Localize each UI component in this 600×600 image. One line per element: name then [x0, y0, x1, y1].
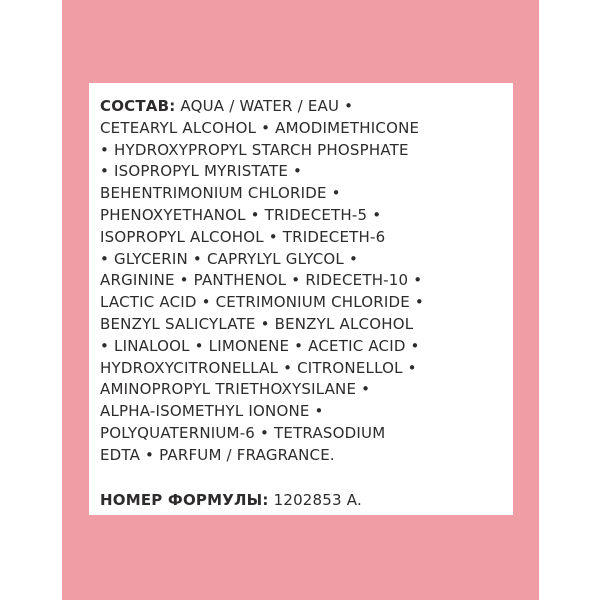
composition-line-11: BENZYL SALICYLATE • BENZYL ALCOHOL [100, 314, 414, 333]
composition-line-1 [100, 96, 505, 118]
composition-line-13: HYDROXYCITRONELLAL • CITRONELLOL • [100, 358, 417, 377]
composition-line-16: POLYQUATERNIUM-6 • TETRASODIUM [100, 423, 386, 442]
composition-line-15: ALPHA-ISOMETHYL IONONE • [100, 402, 324, 421]
composition-line-4: • ISOPROPYL MYRISTATE • [100, 162, 303, 181]
composition-line-2: CETEARYL ALCOHOL • AMODIMETHICONE [100, 118, 420, 137]
composition-line-14: AMINOPROPYL TRIETHOXYSILANE • [100, 380, 371, 399]
formula-value: 1202853 A. [268, 490, 362, 509]
composition-line-9: ARGININE • PANTHENOL • RIDECETH-10 • [100, 271, 423, 290]
composition-line-10: LACTIC ACID • CETRIMONIUM CHLORIDE • [100, 293, 424, 312]
composition-line-5: BEHENTRIMONIUM CHLORIDE • [100, 184, 341, 203]
ingredients-card [89, 83, 513, 515]
composition-line-6: PHENOXYETHANOL • TRIDECETH-5 • [100, 205, 382, 224]
composition-line-text: AQUA / WATER / EAU • [175, 97, 354, 115]
formula-label: НОМЕР ФОРМУЛЫ: [100, 490, 269, 509]
composition-line-17: EDTA • PARFUM / FRAGRANCE. [100, 445, 335, 464]
composition-line-3: • HYDROXYPROPYL STARCH PHOSPHATE [100, 140, 409, 159]
composition-line-7: ISOPROPYL ALCOHOL • TRIDECETH-6 [100, 227, 386, 246]
composition-label: СОСТАВ: [100, 97, 176, 115]
composition-block [100, 96, 505, 467]
formula-number [100, 489, 505, 511]
composition-line-8: • GLYCERIN • CAPRYLYL GLYCOL • [100, 249, 358, 268]
composition-line-12: • LINALOOL • LIMONENE • ACETIC ACID • [100, 336, 420, 355]
